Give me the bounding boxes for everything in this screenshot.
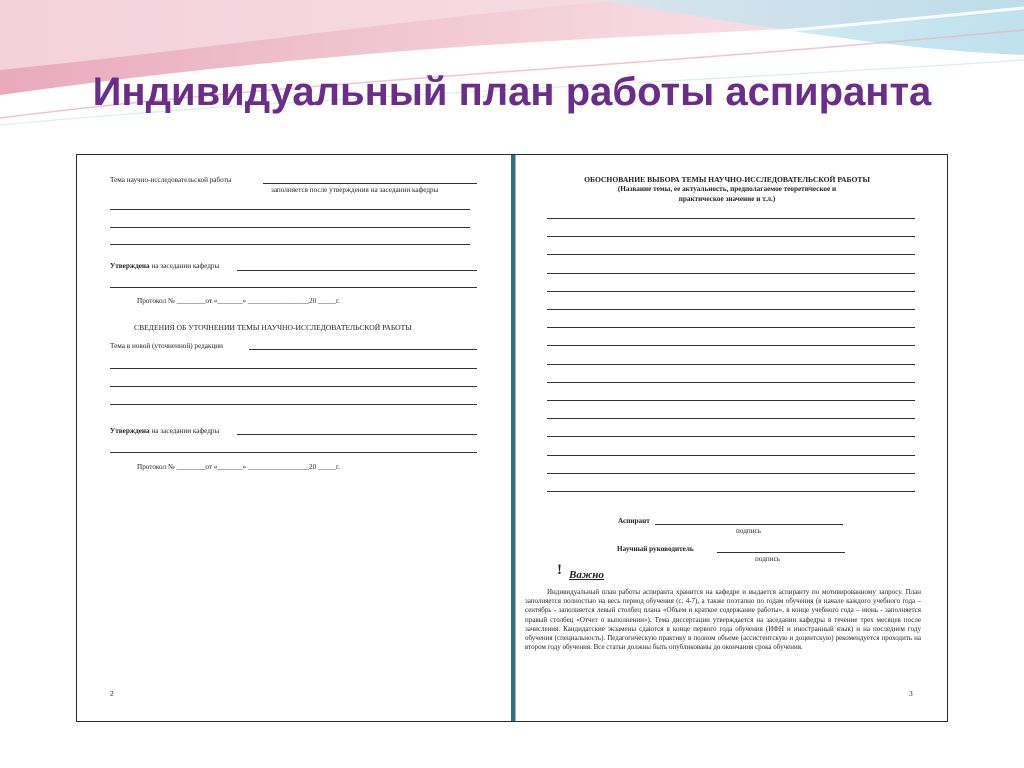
aspirant-label: Аспирант [618,517,650,525]
document-spread [76,154,948,722]
advisor-signature-caption: подпись [755,555,781,563]
justification-line [547,309,915,310]
advisor-signature-line [717,552,845,553]
justification-line [547,436,915,437]
book-spine-edge [515,155,516,721]
justification-line [547,218,915,219]
approved2-label: Утверждена на заседании кафедры [110,427,220,435]
important-exclamation: ! [557,562,562,578]
topic-fill-line [263,183,477,184]
justification-line [547,382,915,383]
protocol-line-1: Протокол № ________от «_______» _________________20 _____г. [137,297,340,305]
justification-line [547,236,915,237]
clarify-heading: СВЕДЕНИЯ ОБ УТОЧНЕНИИ ТЕМЫ НАУЧНО-ИССЛЕДОВАТЕЛЬСКОЙ РАБОТЫ [134,323,412,332]
aspirant-signature-line [655,524,843,525]
new-topic-line [110,368,477,369]
new-topic-fill-line [249,349,477,350]
important-note-text: Индивидуальный план работы аспиранта хранится на кафедре и выдается аспиранту по мотивированному запросу. План заполняется полностью на весь период обучения (с. 4-7), а также поэтапно по годам обучения (в начале каждого учебного года – сентябрь - заполняется левый столбец плана «Объем и краткое содержание работы», в конце учебного года – июнь - заполняется правый столбец «Отчет о выполнении»). Тема диссертации утверждается на заседании кафедры в течение трех месяцев после зачисления. Кандидатские экзамены сдаются в конце первого года обучения (ИФН и иностранный язык) и на последнем году обучения (специальность). Педагогическую практику в полном объеме (ассистентскую и доцентскую) рекомендуется проходить на втором году обучения. Все статьи должны быть опубликованы до окончания срока обучения. [525,588,921,652]
topic-line [110,227,470,228]
important-title: Важно [569,569,604,581]
topic-line [110,209,470,210]
approved2-fill-line [237,434,477,435]
justification-subheading: (Название темы, ее актуальность, предполагаемое теоретическое и [617,185,837,193]
justification-line [547,345,915,346]
page-number-left: 2 [110,689,114,698]
approved2-line [110,452,477,453]
justification-line [547,473,915,474]
justification-line [547,400,915,401]
topic-label: Тема научно-исследовательской работы [110,176,232,184]
justification-heading: ОБОСНОВАНИЕ ВЫБОРА ТЕМЫ НАУЧНО-ИССЛЕДОВАТЕЛЬСКОЙ РАБОТЫ [584,175,870,184]
topic-line [110,244,470,245]
page-number-right: 3 [909,689,913,698]
justification-line [547,418,915,419]
justification-line [547,254,915,255]
slide-title: Индивидуальный план работы аспиранта [92,70,932,114]
justification-line [547,291,915,292]
left-page [77,155,511,721]
justification-line [547,327,915,328]
protocol-line-2: Протокол № ________от «_______» _________________20 _____г. [137,463,340,471]
justification-line [547,491,915,492]
new-topic-line [110,404,477,405]
new-topic-label: Тема в новой (уточненной) редакции [110,342,223,350]
justification-line [547,364,915,365]
new-topic-line [110,386,477,387]
topic-note: заполняется после утверждения на заседании кафедры [271,186,439,194]
justification-subheading-2: практическое значение и т.л.) [678,195,776,203]
approved-line [110,287,477,288]
right-page [517,155,947,721]
approved-fill-line [237,270,477,271]
advisor-label: Научный руководитель [617,545,694,553]
important-note [525,588,921,652]
approved-label: Утверждена на заседании кафедры [110,262,220,270]
justification-line [547,455,915,456]
justification-line [547,273,915,274]
aspirant-signature-caption: подпись [736,527,762,535]
